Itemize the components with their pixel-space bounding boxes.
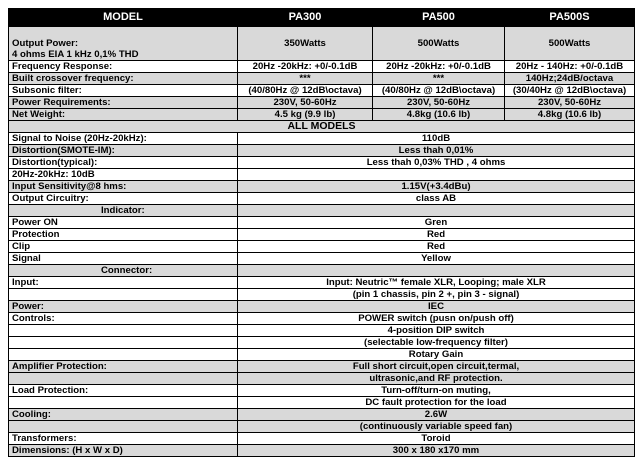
output-power-pa300: 350Watts	[238, 27, 373, 61]
dist-typ2-label: 20Hz-20kHz: 10dB	[9, 169, 238, 181]
load-prot-label: Load Protection:	[9, 385, 238, 397]
power-on-label: Power ON	[9, 217, 238, 229]
power-label: Power:	[9, 301, 238, 313]
protection-label: Protection	[9, 229, 238, 241]
freq-response-pa500s: 20Hz - 140Hz: +0/-0.1dB	[505, 61, 635, 73]
cooling-value-2: (continuously variable speed fan)	[238, 421, 635, 433]
subsonic-label: Subsonic filter:	[9, 85, 238, 97]
crossover-pa300: ***	[238, 73, 373, 85]
freq-response-row	[9, 61, 635, 73]
power-req-pa300: 230V, 50-60Hz	[238, 97, 373, 109]
snr-label: Signal to Noise (20Hz-20kHz):	[9, 133, 238, 145]
connector-value	[238, 265, 635, 277]
dist-smote-value: Less thah 0,01%	[238, 145, 635, 157]
cooling-label-empty	[9, 421, 238, 433]
signal-label: Signal	[9, 253, 238, 265]
cooling-row	[9, 409, 635, 421]
transformers-value: Toroid	[238, 433, 635, 445]
load-prot-row-2	[9, 397, 635, 409]
amp-prot-value-2: ultrasonic,and RF protection.	[238, 373, 635, 385]
load-prot-label-empty	[9, 397, 238, 409]
subsonic-pa500: (40/80Hz @ 12dB\octava)	[373, 85, 505, 97]
output-power-label-2: 4 ohms EIA 1 kHz 0,1% THD	[12, 49, 139, 60]
net-weight-label: Net Weight:	[9, 109, 238, 121]
transformers-row	[9, 433, 635, 445]
controls-row-4	[9, 349, 635, 361]
header-row	[9, 9, 635, 27]
dist-typ2-row	[9, 169, 635, 181]
input-label: Input:	[9, 277, 238, 289]
freq-response-pa500: 20Hz -20kHz: +0/-0.1dB	[373, 61, 505, 73]
clip-label: Clip	[9, 241, 238, 253]
input-row	[9, 277, 635, 289]
signal-value: Yellow	[238, 253, 635, 265]
dist-smote-row	[9, 145, 635, 157]
header-pa500s: PA500S	[505, 9, 635, 27]
dimensions-row	[9, 445, 635, 457]
dimensions-label: Dimensions: (H x W x D)	[9, 445, 238, 457]
controls-value-4: Rotary Gain	[238, 349, 635, 361]
amp-prot-value-1: Full short circuit,open circuit,termal,	[238, 361, 635, 373]
net-weight-pa500s: 4.8kg (10.6 lb)	[505, 109, 635, 121]
input-row-2	[9, 289, 635, 301]
output-power-pa500: 500Watts	[373, 27, 505, 61]
power-row	[9, 301, 635, 313]
crossover-pa500s: 140Hz;24dB/octava	[505, 73, 635, 85]
net-weight-pa500: 4.8kg (10.6 lb)	[373, 109, 505, 121]
input-sens-row	[9, 181, 635, 193]
dist-typ-value: Less thah 0,03% THD , 4 ohms	[238, 157, 635, 169]
controls-value-2: 4-position DIP switch	[238, 325, 635, 337]
subsonic-row	[9, 85, 635, 97]
dist-typ-row	[9, 157, 635, 169]
connector-label: Connector:	[9, 265, 238, 277]
net-weight-pa300: 4.5 kg (9.9 lb)	[238, 109, 373, 121]
clip-row	[9, 241, 635, 253]
amp-prot-row	[9, 361, 635, 373]
amp-prot-label: Amplifier Protection:	[9, 361, 238, 373]
crossover-label: Built crossover frequency:	[9, 73, 238, 85]
output-circ-row	[9, 193, 635, 205]
subsonic-pa500s: (30/40Hz @ 12dB\octava)	[505, 85, 635, 97]
controls-label: Controls:	[9, 313, 238, 325]
output-circ-value: class AB	[238, 193, 635, 205]
power-value: IEC	[238, 301, 635, 313]
output-circ-label: Output Circuitry:	[9, 193, 238, 205]
freq-response-label: Frequency Response:	[9, 61, 238, 73]
indicator-value	[238, 205, 635, 217]
power-req-row	[9, 97, 635, 109]
header-pa300: PA300	[238, 9, 373, 27]
controls-label-empty-4	[9, 349, 238, 361]
output-power-pa500s: 500Watts	[505, 27, 635, 61]
controls-label-empty-2	[9, 325, 238, 337]
load-prot-value-1: Turn-off/turn-on muting,	[238, 385, 635, 397]
header-pa500: PA500	[373, 9, 505, 27]
net-weight-row	[9, 109, 635, 121]
power-req-pa500: 230V, 50-60Hz	[373, 97, 505, 109]
amp-prot-row-2	[9, 373, 635, 385]
input-sens-label: Input Sensitivity@8 hms:	[9, 181, 238, 193]
input-label-empty	[9, 289, 238, 301]
freq-response-pa300: 20Hz -20kHz: +0/-0.1dB	[238, 61, 373, 73]
spec-table	[8, 8, 635, 457]
input-value-1: Input: Neutric™ female XLR, Looping; male XLR	[238, 277, 635, 289]
controls-value-1: POWER switch (pusn on/push off)	[238, 313, 635, 325]
amp-prot-label-empty	[9, 373, 238, 385]
protection-value: Red	[238, 229, 635, 241]
power-req-label: Power Requirements:	[9, 97, 238, 109]
connector-row	[9, 265, 635, 277]
transformers-label: Transformers:	[9, 433, 238, 445]
load-prot-row	[9, 385, 635, 397]
signal-row	[9, 253, 635, 265]
all-models-row	[9, 121, 635, 133]
indicator-row	[9, 205, 635, 217]
output-power-label	[9, 27, 238, 61]
protection-row	[9, 229, 635, 241]
controls-label-empty-3	[9, 337, 238, 349]
controls-row	[9, 313, 635, 325]
load-prot-value-2: DC fault protection for the load	[238, 397, 635, 409]
indicator-label: Indicator:	[9, 205, 238, 217]
snr-row	[9, 133, 635, 145]
power-req-pa500s: 230V, 50-60Hz	[505, 97, 635, 109]
cooling-value-1: 2.6W	[238, 409, 635, 421]
output-power-row	[9, 27, 635, 61]
clip-value: Red	[238, 241, 635, 253]
power-on-row	[9, 217, 635, 229]
cooling-label: Cooling:	[9, 409, 238, 421]
dimensions-value: 300 x 180 x170 mm	[238, 445, 635, 457]
cooling-row-2	[9, 421, 635, 433]
power-on-value: Gren	[238, 217, 635, 229]
controls-row-2	[9, 325, 635, 337]
header-model: MODEL	[9, 9, 238, 27]
input-sens-value: 1.15V(+3.4dBu)	[238, 181, 635, 193]
input-value-2: (pin 1 chassis, pin 2 +, pin 3 - signal)	[238, 289, 635, 301]
dist-typ2-value	[238, 169, 635, 181]
crossover-row	[9, 73, 635, 85]
dist-typ-label: Distortion(typical):	[9, 157, 238, 169]
controls-row-3	[9, 337, 635, 349]
output-power-label-1: Output Power:	[12, 38, 79, 49]
snr-value: 110dB	[238, 133, 635, 145]
all-models-heading: ALL MODELS	[9, 121, 635, 133]
crossover-pa500: ***	[373, 73, 505, 85]
controls-value-3: (selectable low-frequency filter)	[238, 337, 635, 349]
dist-smote-label: Distortion(SMOTE-IM):	[9, 145, 238, 157]
subsonic-pa300: (40/80Hz @ 12dB\octava)	[238, 85, 373, 97]
